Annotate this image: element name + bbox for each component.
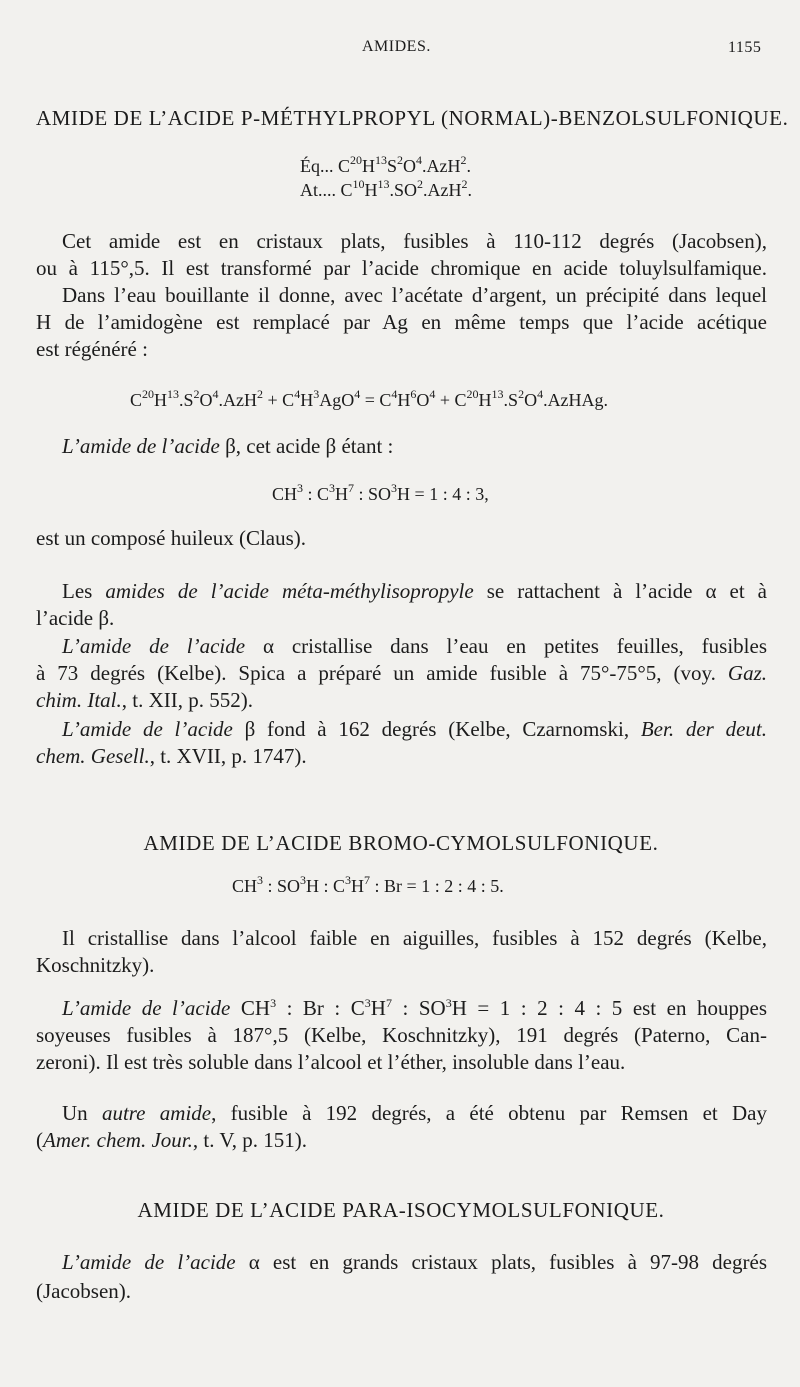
paragraph-line: Dans l’eau bouillante il donne, avec l’acétate d’argent, un précipité dans lequel — [62, 283, 767, 307]
formula-atomic: At.... $C^{10}H^{13}.SO^2.AzH^2$. — [300, 177, 473, 200]
section-title-bromo-cymol: AMIDE DE L’ACIDE BROMO-CYMOLSULFONIQUE. — [143, 831, 659, 855]
paragraph-line: H de l’amidogène est remplacé par Ag en même temps que l’acide acétique — [36, 310, 767, 334]
paragraph-line: soyeuses fusibles à 187°,5 (Kelbe, Koschnitzky), 191 degrés (Paterno, Can- — [36, 1023, 767, 1047]
paragraph-line: ou à 115°,5. Il est transformé par l’acide chromique en acide toluylsulfamique. — [36, 256, 767, 280]
formula-equivalent: Éq... $C^{20}H^{13}S^2O^4.AzH^2$. — [300, 153, 472, 176]
reaction-equation: $C^{20}H^{13}.S^2O^4.AzH^2 + C^4H^3AgO^4 = C^4H^6O^4$ + $C^{20}H^{13}.S^2O^4.AzHAg$. — [130, 387, 609, 410]
paragraph-line: Koschnitzky). — [36, 953, 155, 977]
page-number: 1155 — [728, 39, 762, 56]
paragraph-line: Il cristallise dans l’alcool faible en aiguilles, fusibles à 152 degrés (Kelbe, — [62, 926, 767, 950]
paragraph-line: L’amide de l’acide α cristallise dans l’eau en petites feuilles, fusibles — [62, 634, 767, 658]
paragraph-line: l’acide β. — [36, 606, 115, 630]
paragraph-line: (Jacobsen). — [36, 1279, 132, 1303]
paragraph-line: Les amides de l’acide méta-méthylisopropyle se rattachent à l’acide α et à — [62, 579, 767, 603]
section-title-para-isocymol: AMIDE DE L’ACIDE PARA-ISOCYMOLSULFONIQUE. — [137, 1198, 665, 1222]
paragraph-line: à 73 degrés (Kelbe). Spica a préparé un amide fusible à 75°-75°5, (voy. Gaz. — [36, 661, 767, 685]
paragraph-line: chem. Gesell., t. XVII, p. 1747). — [36, 744, 307, 768]
paragraph-line: (Amer. chem. Jour., t. V, p. 151). — [36, 1128, 308, 1152]
paragraph-line: L’amide de l’acide α est en grands cristaux plats, fusibles à 97-98 degrés — [62, 1250, 767, 1274]
paragraph-line: L’amide de l’acide β, cet acide β étant : — [62, 434, 394, 458]
paragraph-line: L’amide de l’acide β fond à 162 degrés (Kelbe, Czarnomski, Ber. der deut. — [62, 717, 767, 741]
paragraph-line: chim. Ital., t. XII, p. 552). — [36, 688, 253, 712]
paragraph-line: Un autre amide, fusible à 192 degrés, a été obtenu par Remsen et Day — [62, 1101, 767, 1125]
running-title: AMIDES. — [362, 38, 431, 55]
ratio-formula: $CH^3$ : $SO^3H$ : $C^3H^7$ : Br = 1 : 2 : 4 : 5. — [232, 873, 504, 896]
paragraph-line: Cet amide est en cristaux plats, fusibles à 110-112 degrés (Jacobsen), — [62, 229, 767, 253]
section-title-methylpropyl: AMIDE DE L’ACIDE P-MÉTHYLPROPYL (NORMAL)-BENZOLSULFONIQUE. — [36, 106, 789, 130]
paragraph-line: zeroni). Il est très soluble dans l’alcool et l’éther, insoluble dans l’eau. — [36, 1050, 626, 1074]
paragraph-line: est régénéré : — [36, 337, 148, 361]
paragraph-line: est un composé huileux (Claus). — [36, 526, 307, 550]
ratio-formula: $CH^3$ : $C^3H^7$ : $SO^3H = 1$ : 4 : 3, — [272, 481, 489, 504]
paragraph-line: L’amide de l’acide $CH^3$ : Br : $C^3H^7$ : $SO^3H = 1$ : 2 : 4 : 5 est en houppes — [62, 996, 767, 1020]
